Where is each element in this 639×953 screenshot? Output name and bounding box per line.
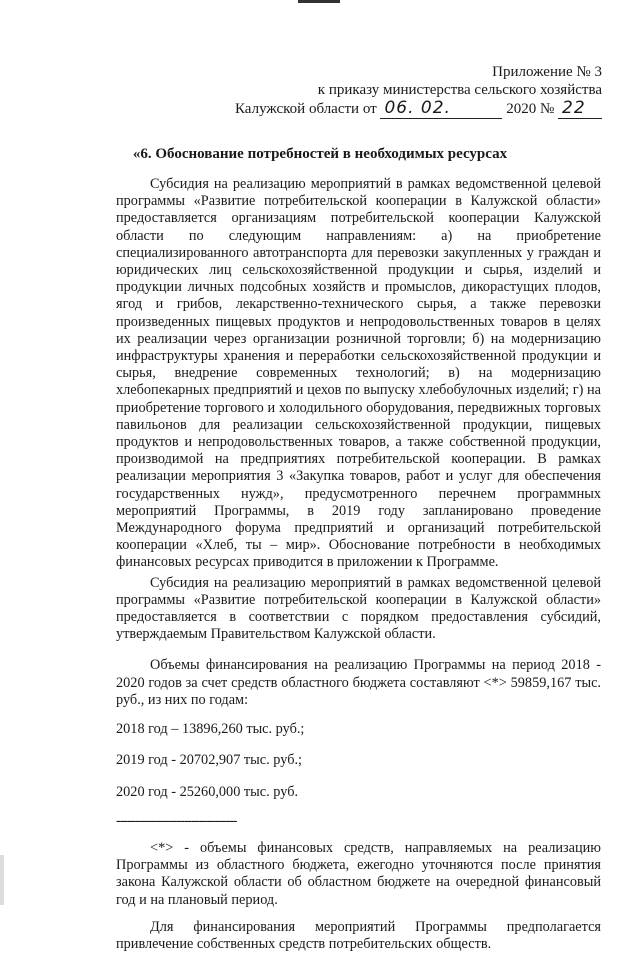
date-field	[380, 99, 502, 119]
funding-year-2018: 2018 год – 13896,260 тыс. руб.;	[116, 721, 305, 738]
handwritten-number: 22	[562, 98, 586, 118]
region-prefix: Калужской области от	[235, 101, 377, 117]
number-field	[558, 99, 602, 119]
top-edge-mark	[298, 0, 340, 3]
paragraph-own-funds: Для финансирования мероприятий Программы предполагается привлечение собственных средств потребительских обществ.	[116, 918, 601, 952]
funding-year-2019: 2019 год - 20702,907 тыс. руб.;	[116, 752, 303, 769]
section-title: «6. Обоснование потребностей в необходимых ресурсах	[132, 146, 508, 162]
paragraph-funding-volume: Объемы финансирования на реализацию Программы на период 2018 - 2020 годов за счет средств областного бюджета составляют <*> 59859,167 тыс. руб., из них по годам:	[116, 657, 601, 708]
scan-edge-mark	[0, 855, 4, 905]
order-date-line	[182, 99, 602, 119]
funding-by-year-list	[116, 721, 601, 801]
number-label: №	[539, 101, 555, 117]
paragraph-subsidy-directions: Субсидия на реализацию мероприятий в рамках ведомственной целевой программы «Развитие потребительской кооперации в Калужской области» предоставляется организациям потребительской кооперации Калужской области по следующим направлениям: а) на приобретение специализированного автотранспорта для перевозки закупленных у граждан и юридических лиц сельскохозяйственной продукции и сырья, изделий и продукции личных подсобных хозяйств и промыслов, дикорастущих плодов, ягод и грибов, лекарственно-технического сырья, а также перевозки произведенных пищевых продуктов и непродовольственных товаров в целях их реализации через организации розничной торговли; б) на модернизацию инфраструктуры хранения и переработки сельскохозяйственной продукции и сырья, внедрение современных технологий; в) на модернизацию хлебопекарных предприятий и цехов по выпуску хлебобулочных изделий; г) на приобретение торгового и холодильного оборудования, передвижных торговых павильонов для реализации сельскохозяйственной продукции, пищевых продуктов и непродовольственных товаров, а также собственной продукции, производимой на предприятиях потребительской кооперации. В рамках реализации мероприятия 3 «Закупка товаров, работ и услуг для обеспечения государственных нужд», предусмотренного перечнем программных мероприятий Программы, в 2019 году запланировано проведение Международного форума предприятий и организаций потребительской кооперации «Хлеб, ты – мир». Обоснование потребности в необходимых финансовых ресурсах приводится в приложении к Программе.	[116, 176, 601, 571]
handwritten-date: 06. 02.	[384, 98, 451, 118]
year-suffix: 2020	[506, 101, 537, 117]
appendix-header	[182, 63, 602, 119]
document-body	[116, 176, 601, 953]
footnote-separator: --------------------------------	[116, 812, 237, 829]
appendix-label: Приложение № 3	[492, 64, 602, 80]
footnote-text: <*> - объемы финансовых средств, направляемых на реализацию Программы из областного бюджета, ежегодно уточняются после принятия закона Калужской области об областном бюджете на очередной финансовый год и на плановый период.	[116, 839, 601, 908]
funding-year-2020: 2020 год - 25260,000 тыс. руб.	[116, 783, 299, 800]
order-reference: к приказу министерства сельского хозяйства	[317, 82, 602, 98]
paragraph-subsidy-order: Субсидия на реализацию мероприятий в рамках ведомственной целевой программы «Развитие потребительской кооперации в Калужской области» предоставляется в соответствии с порядком предоставления субсидий, утверждаемым Правительством Калужской области.	[116, 574, 601, 643]
